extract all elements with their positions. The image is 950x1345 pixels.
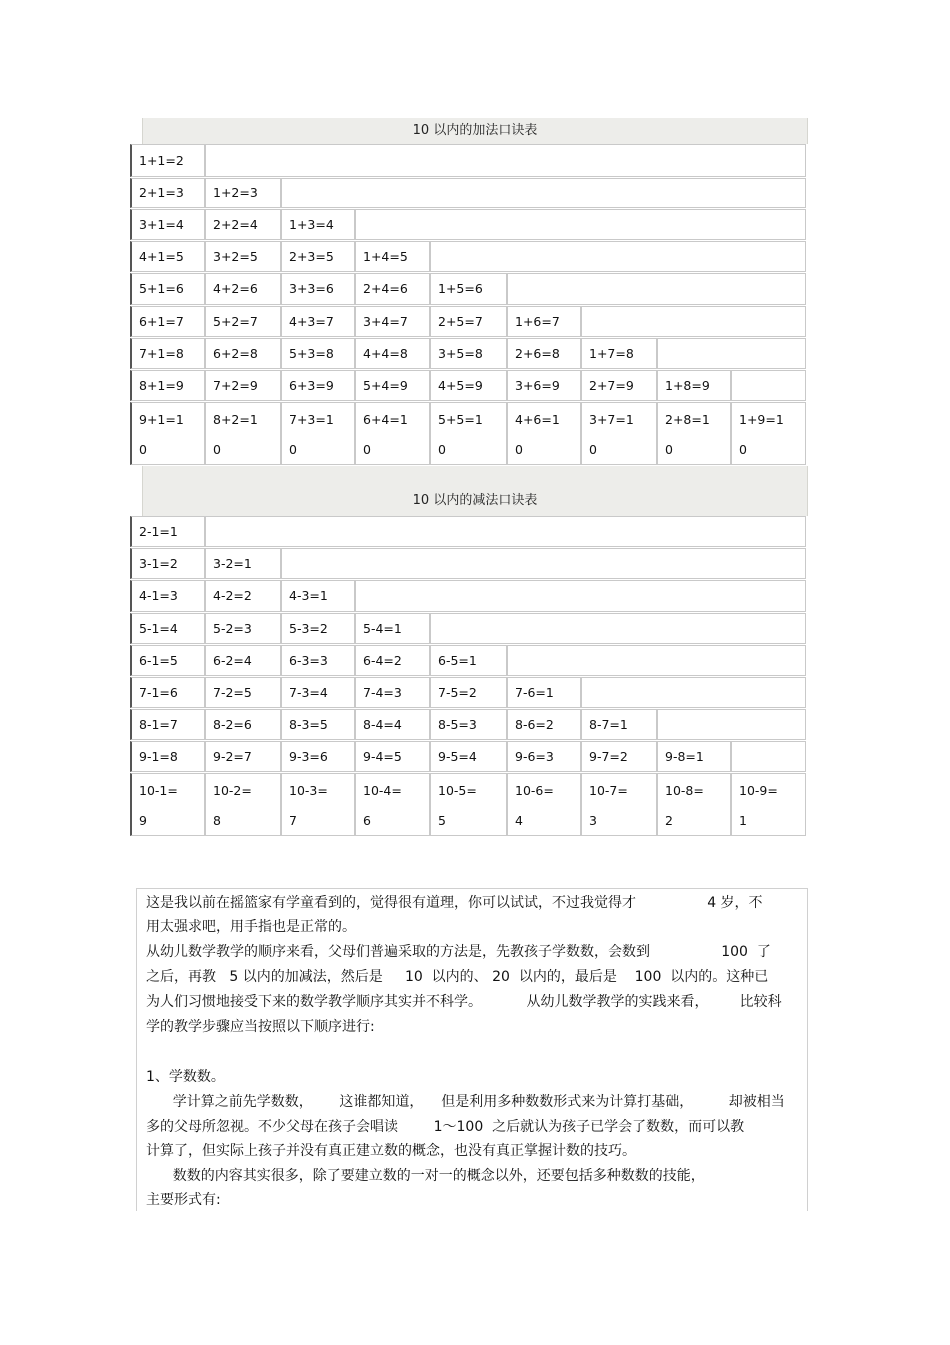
- formula-cell: 7-2=5: [205, 677, 281, 708]
- formula-cell: [355, 773, 430, 836]
- formula-cell: 6-3=3: [281, 645, 355, 676]
- formula-wrap-text: 0: [363, 442, 371, 457]
- formula-wrap-text: 7: [289, 813, 297, 828]
- formula-text: 10-1=: [139, 783, 178, 798]
- formula-cell: 2+4=6: [355, 273, 430, 305]
- formula-wrap-text: 3: [589, 813, 597, 828]
- formula-cell: [581, 402, 657, 465]
- table-row: [130, 178, 806, 208]
- formula-cell: 5+1=6: [130, 273, 205, 305]
- table-row: [130, 548, 806, 579]
- empty-cell: [355, 209, 806, 240]
- subtraction-table: [130, 466, 806, 836]
- formula-cell: 4+4=8: [355, 338, 430, 369]
- formula-cell: 5+2=7: [205, 306, 281, 337]
- formula-wrap-text: 0: [139, 442, 147, 457]
- formula-wrap-text: 4: [515, 813, 523, 828]
- formula-cell: 2+7=9: [581, 370, 657, 401]
- formula-cell: 8+1=9: [130, 370, 205, 401]
- formula-wrap-text: 0: [739, 442, 747, 457]
- formula-cell: 6+2=8: [205, 338, 281, 369]
- article-frame: [136, 888, 808, 1211]
- formula-cell: 4-3=1: [281, 580, 355, 612]
- formula-cell: [430, 773, 507, 836]
- formula-cell: 8-2=6: [205, 709, 281, 740]
- formula-cell: 1+4=5: [355, 241, 430, 272]
- formula-text: 1+9=1: [739, 412, 784, 427]
- formula-cell: [205, 402, 281, 465]
- empty-cell: [507, 645, 806, 676]
- formula-cell: 9-3=6: [281, 741, 355, 772]
- formula-cell: 6-1=5: [130, 645, 205, 676]
- formula-text: 8+2=1: [213, 412, 258, 427]
- formula-text: 4+6=1: [515, 412, 560, 427]
- formula-cell: 5+3=8: [281, 338, 355, 369]
- table-row: [130, 709, 806, 740]
- formula-cell: 8-1=7: [130, 709, 205, 740]
- empty-cell: [657, 709, 806, 740]
- formula-wrap-text: 2: [665, 813, 673, 828]
- formula-cell: 2-1=1: [130, 516, 205, 547]
- formula-wrap-text: 0: [438, 442, 446, 457]
- table-row: [130, 645, 806, 676]
- formula-cell: 2+1=3: [130, 178, 205, 208]
- formula-cell: 5-3=2: [281, 613, 355, 644]
- formula-cell: 5+4=9: [355, 370, 430, 401]
- formula-text: 10-8=: [665, 783, 704, 798]
- empty-cell: [430, 613, 806, 644]
- formula-text: 5+5=1: [438, 412, 483, 427]
- empty-cell: [657, 338, 806, 369]
- formula-cell: 4+3=7: [281, 306, 355, 337]
- table-row: [130, 580, 806, 612]
- table-row: [130, 209, 806, 240]
- table-row: [130, 402, 806, 465]
- table-row: [130, 144, 806, 177]
- formula-cell: 6-5=1: [430, 645, 507, 676]
- formula-cell: 4+2=6: [205, 273, 281, 305]
- formula-text: 9+1=1: [139, 412, 184, 427]
- article-line: 这是我以前在摇篮家有学童看到的，觉得很有道理，你可以试试，不过我觉得才 4 岁，不: [146, 895, 763, 911]
- formula-cell: 1+8=9: [657, 370, 731, 401]
- formula-cell: [281, 402, 355, 465]
- formula-cell: 3+2=5: [205, 241, 281, 272]
- formula-cell: 3+3=6: [281, 273, 355, 305]
- empty-cell: [581, 306, 806, 337]
- empty-cell: [281, 548, 806, 579]
- formula-cell: 4+1=5: [130, 241, 205, 272]
- formula-cell: 8-5=3: [430, 709, 507, 740]
- formula-cell: 3+1=4: [130, 209, 205, 240]
- formula-cell: 4-1=3: [130, 580, 205, 612]
- table-row: [130, 306, 806, 337]
- formula-text: 10-4=: [363, 783, 402, 798]
- formula-cell: 1+3=4: [281, 209, 355, 240]
- addition-table: [130, 118, 806, 466]
- formula-cell: 3+4=7: [355, 306, 430, 337]
- table-row: [130, 273, 806, 305]
- formula-cell: 2+3=5: [281, 241, 355, 272]
- formula-cell: 3+5=8: [430, 338, 507, 369]
- empty-cell: [581, 677, 806, 708]
- formula-cell: 7-4=3: [355, 677, 430, 708]
- formula-wrap-text: 0: [515, 442, 523, 457]
- formula-cell: 4-2=2: [205, 580, 281, 612]
- empty-cell: [731, 370, 806, 401]
- formula-cell: [281, 773, 355, 836]
- formula-text: 10-3=: [289, 783, 328, 798]
- article-line: 从幼儿数学教学的顺序来看，父母们普遍采取的方法是，先教孩子学数数，会数到 100 了: [146, 944, 771, 960]
- formula-cell: [657, 773, 731, 836]
- formula-cell: 1+1=2: [130, 144, 205, 177]
- table-row: [130, 677, 806, 708]
- empty-cell: [205, 516, 806, 547]
- formula-cell: 7-3=4: [281, 677, 355, 708]
- formula-cell: 2+5=7: [430, 306, 507, 337]
- formula-cell: 6-2=4: [205, 645, 281, 676]
- article-line: 1、学数数。: [146, 1069, 225, 1085]
- table-row: [130, 370, 806, 401]
- table-row: [130, 613, 806, 644]
- formula-cell: 9-6=3: [507, 741, 581, 772]
- formula-cell: [507, 773, 581, 836]
- formula-cell: 9-4=5: [355, 741, 430, 772]
- formula-cell: 1+7=8: [581, 338, 657, 369]
- formula-cell: 1+5=6: [430, 273, 507, 305]
- formula-wrap-text: 6: [363, 813, 371, 828]
- formula-cell: [507, 402, 581, 465]
- formula-text: 7+3=1: [289, 412, 334, 427]
- formula-cell: 5-4=1: [355, 613, 430, 644]
- formula-wrap-text: 0: [589, 442, 597, 457]
- formula-cell: 9-2=7: [205, 741, 281, 772]
- formula-cell: 9-5=4: [430, 741, 507, 772]
- article-line: 之后，再教 5 以内的加减法，然后是 10 以内的、 20 以内的，最后是 100 以内的。这种已: [146, 969, 769, 985]
- article-line: 主要形式有:: [146, 1192, 221, 1208]
- formula-text: 10-6=: [515, 783, 554, 798]
- formula-text: 10-2=: [213, 783, 252, 798]
- formula-cell: 1+6=7: [507, 306, 581, 337]
- article-line: 学计算之前先学数数， 这谁都知道， 但是利用多种数数形式来为计算打基础， 却被相当: [146, 1094, 785, 1110]
- table-row: [130, 338, 806, 369]
- formula-text: 10-5=: [438, 783, 477, 798]
- formula-cell: [355, 402, 430, 465]
- formula-text: 6+4=1: [363, 412, 408, 427]
- formula-text: 3+7=1: [589, 412, 634, 427]
- formula-cell: 5-1=4: [130, 613, 205, 644]
- formula-wrap-text: 5: [438, 813, 446, 828]
- empty-cell: [430, 241, 806, 272]
- article-line: 多的父母所忽视。不少父母在孩子会唱读 1～100 之后就认为孩子已学会了数数，而可以教: [146, 1119, 745, 1135]
- formula-cell: 4+5=9: [430, 370, 507, 401]
- article-line: 计算了，但实际上孩子并没有真正建立数的概念，也没有真正掌握计数的技巧。: [146, 1143, 636, 1159]
- formula-cell: 8-4=4: [355, 709, 430, 740]
- table-row: [130, 516, 806, 547]
- subtraction-table-title: 10 以内的减法口诀表: [142, 466, 808, 516]
- formula-cell: 7+2=9: [205, 370, 281, 401]
- formula-cell: 3-1=2: [130, 548, 205, 579]
- table-row: [130, 773, 806, 836]
- formula-wrap-text: 0: [213, 442, 221, 457]
- article-line: 学的教学步骤应当按照以下顺序进行:: [146, 1019, 375, 1035]
- formula-cell: 9-8=1: [657, 741, 731, 772]
- empty-cell: [731, 741, 806, 772]
- formula-cell: 3+6=9: [507, 370, 581, 401]
- formula-text: 10-7=: [589, 783, 628, 798]
- article-line: 数数的内容其实很多，除了要建立数的一对一的概念以外，还要包括多种数数的技能，: [146, 1168, 705, 1184]
- article-line: 用太强求吧，用手指也是正常的。: [146, 919, 356, 935]
- formula-cell: 7-5=2: [430, 677, 507, 708]
- formula-cell: [731, 402, 806, 465]
- table-row: [130, 241, 806, 272]
- formula-cell: 9-1=8: [130, 741, 205, 772]
- formula-cell: 1+2=3: [205, 178, 281, 208]
- formula-cell: 8-3=5: [281, 709, 355, 740]
- formula-cell: 6+1=7: [130, 306, 205, 337]
- addition-table-title: 10 以内的加法口诀表: [142, 118, 808, 144]
- formula-cell: [205, 773, 281, 836]
- formula-cell: 8-7=1: [581, 709, 657, 740]
- formula-cell: 5-2=3: [205, 613, 281, 644]
- formula-text: 2+8=1: [665, 412, 710, 427]
- formula-wrap-text: 1: [739, 813, 747, 828]
- formula-wrap-text: 0: [289, 442, 297, 457]
- table-row: [130, 741, 806, 772]
- formula-cell: [731, 773, 806, 836]
- formula-cell: 7-1=6: [130, 677, 205, 708]
- formula-cell: 9-7=2: [581, 741, 657, 772]
- formula-cell: 8-6=2: [507, 709, 581, 740]
- formula-cell: 2+2=4: [205, 209, 281, 240]
- formula-cell: [657, 402, 731, 465]
- formula-text: 10-9=: [739, 783, 778, 798]
- formula-cell: 6-4=2: [355, 645, 430, 676]
- formula-cell: 7-6=1: [507, 677, 581, 708]
- empty-cell: [355, 580, 806, 612]
- empty-cell: [507, 273, 806, 305]
- formula-cell: 2+6=8: [507, 338, 581, 369]
- formula-cell: [130, 773, 205, 836]
- empty-cell: [205, 144, 806, 177]
- formula-wrap-text: 8: [213, 813, 221, 828]
- formula-wrap-text: 9: [139, 813, 147, 828]
- formula-cell: 7+1=8: [130, 338, 205, 369]
- formula-wrap-text: 0: [665, 442, 673, 457]
- formula-cell: 6+3=9: [281, 370, 355, 401]
- formula-cell: [430, 402, 507, 465]
- empty-cell: [281, 178, 806, 208]
- formula-cell: [581, 773, 657, 836]
- formula-cell: [130, 402, 205, 465]
- formula-cell: 3-2=1: [205, 548, 281, 579]
- article-line: 为人们习惯地接受下来的数学教学顺序其实并不科学。 从幼儿数学教学的实践来看， 比较科: [146, 994, 782, 1010]
